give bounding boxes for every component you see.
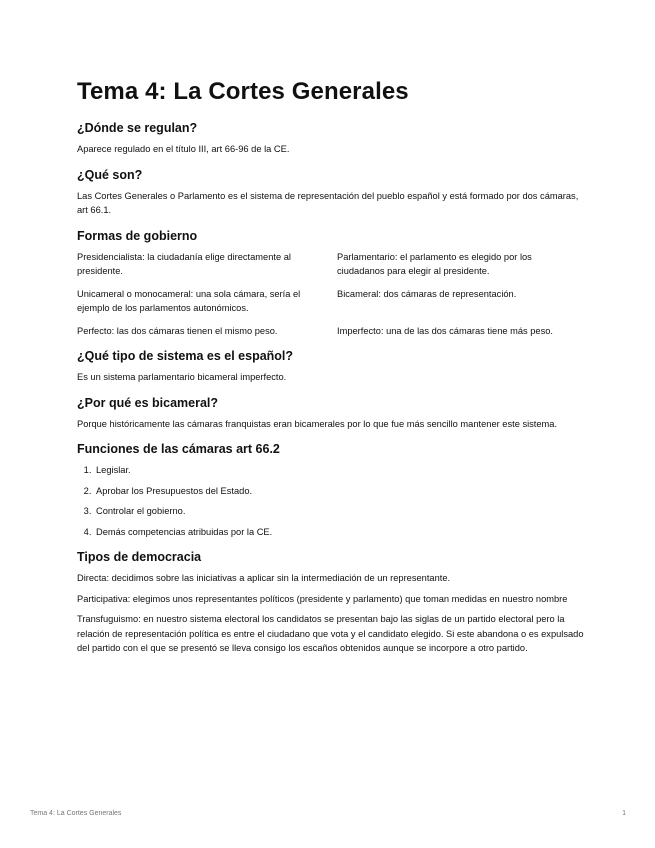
footer-title: Tema 4: La Cortes Generales (30, 810, 122, 817)
text-transfuguismo: Transfuguismo: en nuestro sistema electoral los candidatos se presentan bajo las siglas de un partido electoral pero la relación de representación política es entre el ciudadano que vota y el candidato elegido. Si este abandona o es expulsado del partido con el que se presentó se lleva consigo los escaños obtenidos aunque se incorpore a otro partido. (77, 614, 584, 653)
forma-imperfecto: Imperfecto: una de las dos cámaras tiene más peso. (337, 325, 554, 336)
list-item: 3. Controlar el gobierno. (94, 504, 587, 519)
heading-tipos-de-democracia: Tipos de democracia (77, 550, 202, 564)
heading-que-son: ¿Qué son? (77, 167, 143, 182)
forma-parlamentario: Parlamentario: el parlamento es elegido por los ciudadanos para elegir al presidente. (337, 251, 532, 276)
forma-bicameral: Bicameral: dos cámaras de representación. (337, 288, 517, 299)
heading-donde-se-regulan: ¿Dónde se regulan? (77, 121, 198, 135)
text-por-que-bicameral: Porque históricamente las cámaras franquistas eran bicamerales por lo que fue más sencillo mantener este sistema. (77, 418, 558, 429)
document-title: Tema 4: La Cortes Generales (77, 78, 409, 105)
heading-tipo-de-sistema: ¿Qué tipo de sistema es el español? (77, 349, 294, 363)
heading-por-que-bicameral: ¿Por qué es bicameral? (77, 395, 219, 410)
text-donde-se-regulan: Aparece regulado en el título III, art 66-96 de la CE. (77, 144, 290, 154)
heading-funciones-camaras: Funciones de las cámaras art 66.2 (77, 442, 280, 456)
text-directa: Directa: decidimos sobre las iniciativas a aplicar sin la intermediación de un representante. (77, 573, 451, 583)
list-item: 2. Aprobar los Presupuestos del Estado. (94, 484, 587, 499)
list-item: 1. Legislar. (94, 463, 587, 478)
forma-unicameral: Unicameral o monocameral: una sola cámara, sería el ejemplo de los parlamentos autonómicos. (77, 288, 301, 313)
forma-perfecto: Perfecto: las dos cámaras tienen el mismo peso. (77, 325, 278, 336)
page-number: 1 (622, 810, 626, 817)
page-footer (30, 810, 626, 817)
formas-de-gobierno-grid (77, 250, 587, 339)
list-item: 4. Demás competencias atribuidas por la CE. (94, 525, 587, 540)
text-que-son: Las Cortes Generales o Parlamento es el sistema de representación del pueblo español y está formado por dos cámaras, art 66.1. (77, 190, 579, 215)
heading-formas-de-gobierno: Formas de gobierno (77, 228, 198, 243)
funciones-list (77, 463, 587, 539)
text-tipo-de-sistema: Es un sistema parlamentario bicameral imperfecto. (77, 372, 287, 382)
document-content (77, 78, 587, 662)
text-participativa: Participativa: elegimos unos representantes políticos (presidente y parlamento) que toman medidas en nuestro nombre (77, 593, 568, 604)
forma-presidencialista: Presidencialista: la ciudadanía elige directamente al presidente. (77, 251, 291, 276)
